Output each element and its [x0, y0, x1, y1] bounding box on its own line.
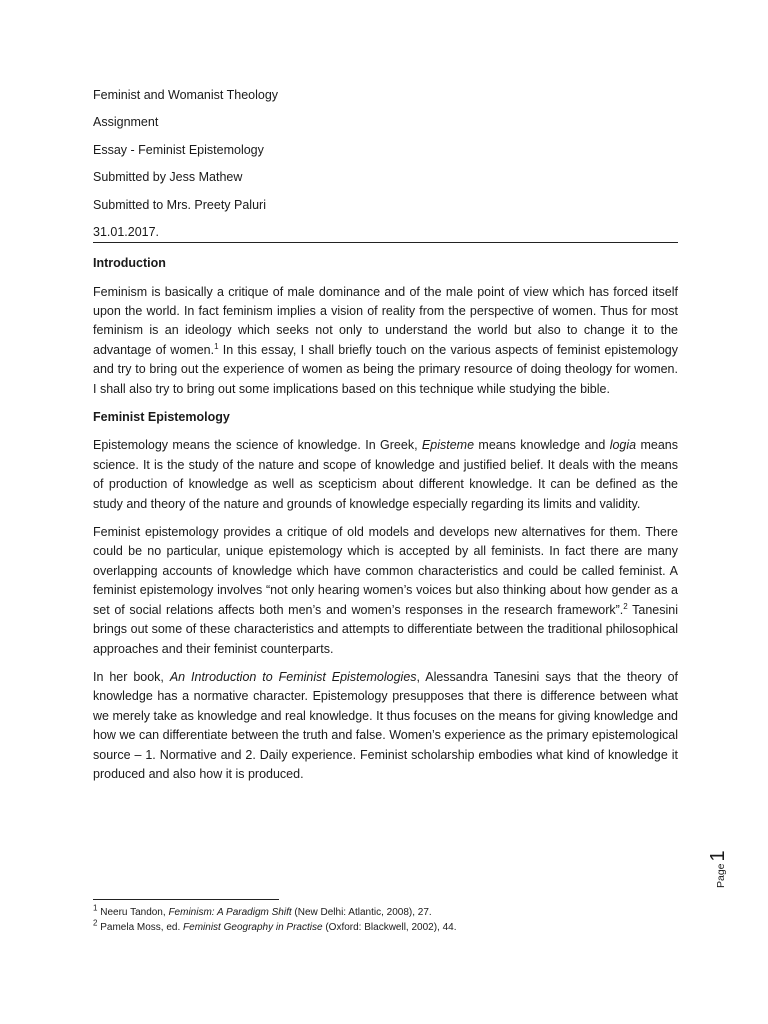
essay-body — [93, 254, 678, 793]
footnote-ref-2: 2 — [623, 601, 628, 611]
assignment-type: Assignment — [93, 115, 159, 130]
text-run: , Alessandra Tanesini says that the theory of knowledge has a normative character. Epistemology presupposes that there is difference between what we merely take as knowledge and real knowledge. It thus focuses on the means for giving knowledge and how we can differentiate between the truth and false. Women’s experience as the primary epistemological source – 1. Normative and 2. Daily experience. Feminist scholarship embodies what kind of knowledge it produced and also how it is produced. — [93, 669, 678, 781]
text-run: In her book, — [93, 669, 170, 684]
page-label: Page — [715, 863, 727, 888]
footnote-number: 2 — [93, 918, 98, 928]
italic-term-episteme: Episteme — [421, 438, 475, 453]
submitted-by: Submitted by Jess Mathew — [93, 170, 243, 185]
text-run: (New Delhi: Atlantic, 2008), 27. — [291, 907, 432, 918]
text-run: Neeru Tandon, — [97, 907, 169, 918]
page-number: 1 — [707, 850, 729, 862]
submission-date: 31.01.2017. — [93, 224, 160, 239]
assignment-header — [93, 86, 678, 250]
text-run: Pamela Moss, ed. — [97, 921, 184, 933]
text-run: Feminism is basically a critique of male dominance and of the male point of view which has forced itself upon the world. In fact feminism implies a vision of reality from the perspective of women. Thus for most feminism is an ideology which seeks not only to understand the world but also to change it to the advantage of women. — [93, 284, 678, 357]
intro-paragraph — [93, 283, 678, 399]
italic-term-logia: logia — [609, 438, 637, 453]
text-run: Feminist epistemology provides a critique of old models and develops new alternatives for them. There could be no particular, unique epistemology which is accepted by all feminists. In fact there are many overlapping accounts of knowledge which have common characteristics and could be called feminist. A feminist epistemology involves “not only hearing women’s voices but also thinking about how gender as a set of social relations affects both men’s and women’s responses in the research framework”. — [93, 525, 678, 617]
text-run: In this essay, I shall briefly touch on the various aspects of feminist epistemology and try to bring out the experience of women as being the primary resource of doing theology for women. I shall also try to bring out some implications based on this technique while studying the bible. — [93, 342, 678, 396]
section-heading-feminist-epistemology: Feminist Epistemology — [93, 409, 230, 424]
text-run: Epistemology means the science of knowledge. In Greek, — [93, 438, 422, 453]
section-heading-introduction: Introduction — [93, 256, 166, 270]
course-name: Feminist and Womanist Theology — [93, 88, 279, 102]
text-run: means science. It is the study of the nature and scope of knowledge and justified belief. It deals with the means of production of knowledge as well as scepticism about different knowledge. It can be defined as the study and theory of the nature and grounds of knowledge especially regarding its limits and validity. — [93, 438, 679, 511]
essay-title: Essay - Feminist Epistemology — [93, 142, 264, 157]
footnote-number: 1 — [93, 903, 98, 913]
footnote-ref-1: 1 — [214, 341, 219, 351]
footnote-1 — [93, 903, 678, 921]
text-run: means knowledge and — [474, 438, 610, 453]
italic-book-title: Feminist Geography in Practise — [183, 921, 323, 933]
text-run: Tanesini brings out some of these characteristics and attempts to differentiate between the traditional philosophical approaches and their feminist counterparts. — [93, 602, 678, 656]
footnotes — [93, 903, 678, 935]
text-run: (Oxford: Blackwell, 2002), 44. — [322, 921, 457, 933]
footnote-2 — [93, 918, 678, 936]
epistemology-paragraph-2 — [93, 523, 678, 659]
epistemology-paragraph-1 — [93, 436, 678, 514]
page-number-marker — [707, 850, 730, 888]
italic-book-title: Feminism: A Paradigm Shift — [168, 907, 292, 918]
header-divider — [93, 242, 678, 243]
footnote-divider — [93, 899, 279, 900]
italic-book-title: An Introduction to Feminist Epistemologies — [169, 669, 417, 684]
submitted-to: Submitted to Mrs. Preety Paluri — [93, 197, 266, 212]
epistemology-paragraph-3 — [93, 668, 678, 784]
